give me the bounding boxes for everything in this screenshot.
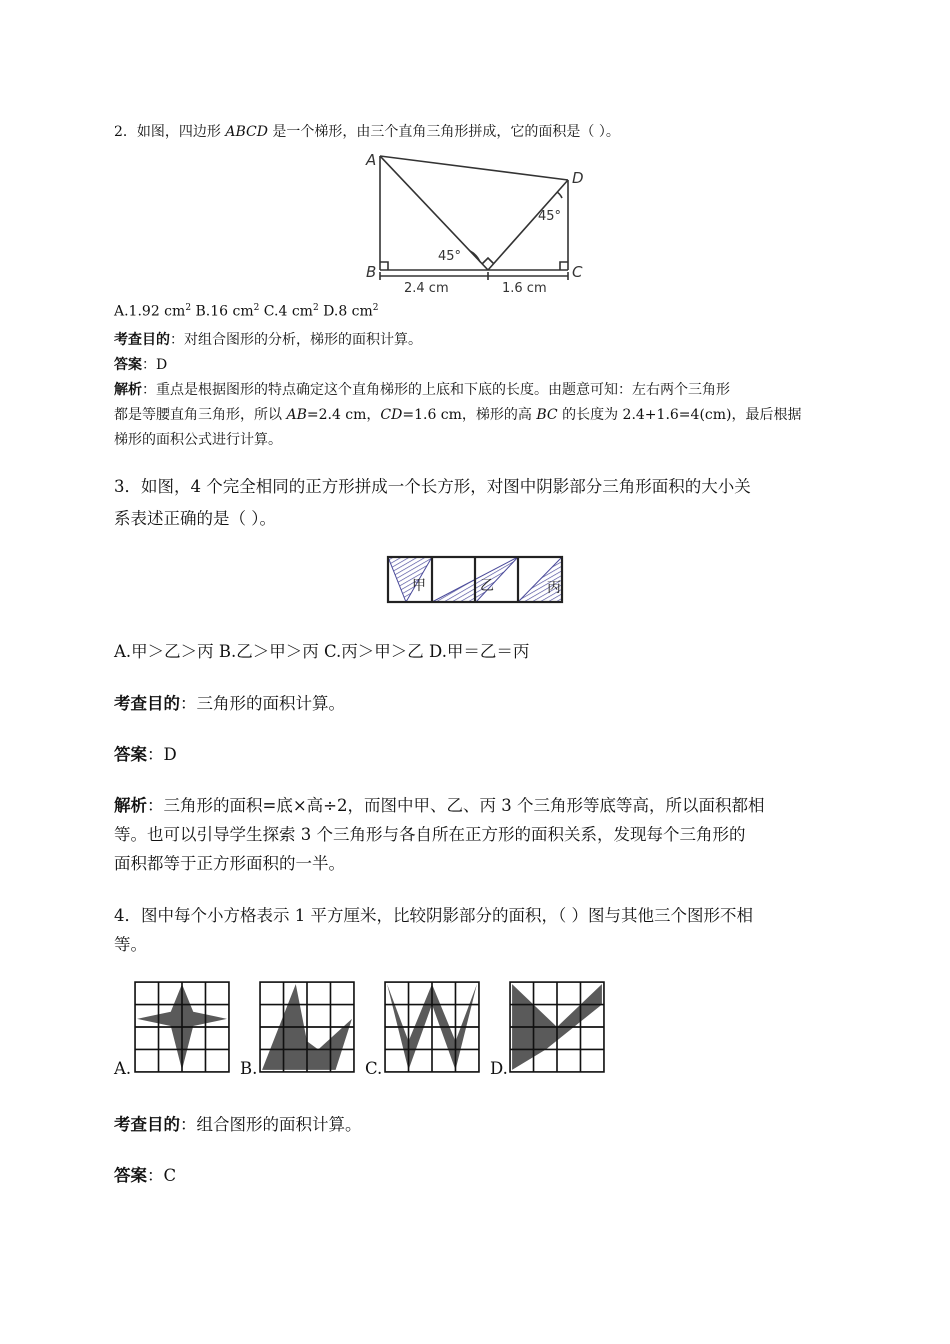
q3-options: A.甲＞乙＞丙 B.乙＞甲＞丙 C.丙＞甲＞乙 D.甲＝乙＝丙 [114,642,530,661]
q3-stem-line1: 3．如图，4 个完全相同的正方形拼成一个长方形，对图中阴影部分三角形面积的大小关 [114,477,751,496]
length-label-pc: 1.6 cm [502,281,547,296]
grid-figure-a [133,980,231,1074]
squares-figure [384,553,568,607]
q4-answer: 答案：C [114,1166,177,1185]
trapezoid-figure [360,148,600,298]
q2-options: A.1.92 $cm^2$ B.16 $cm^2$ C.4 $cm^2$ D.8 $cm^2$ [114,303,379,320]
angle-45-right: 45° [538,209,562,224]
abcd-label: ABCD [225,124,268,140]
q3-stem-line2: 系表述正确的是（ ）。 [114,509,276,528]
q3-analysis-line1: 解析：三角形的面积=底×高÷2，而图中甲、乙、丙 3 个三角形等底等高，所以面积都相 [114,796,765,815]
q3-answer: 答案：D [114,745,177,764]
point-a-label: A [366,151,377,169]
q3-analysis-line3: 面积都等于正方形面积的一半。 [114,854,345,873]
length-label-bp: 2.4 cm [404,281,449,296]
angle-45-left: 45° [438,249,462,264]
q2-analysis-line1: 解析：重点是根据图形的特点确定这个直角梯形的上底和下底的长度。由题意可知：左右两个三角形 [114,382,730,398]
grid-figure-c [383,980,481,1074]
q2-purpose: 考查目的：对组合图形的分析，梯形的面积计算。 [114,332,422,348]
q4-label-c: C. [365,1059,383,1078]
q2-answer: 答案：D [114,357,168,373]
q3-analysis-line2: 等。也可以引导学生探索 3 个三角形与各自所在正方形的面积关系，发现每个三角形的 [114,825,746,844]
q2-analysis-line3: 梯形的面积公式进行计算。 [114,432,282,448]
q2-stem: 2．如图，四边形 ABCD 是一个梯形，由三个直角三角形拼成，它的面积是（ ）。 [114,124,620,140]
q2-analysis-line2: 都是等腰直角三角形，所以 AB=2.4 cm，CD=1.6 cm，梯形的高 BC 的长度为 2.4+1.6=4(cm)，最后根据 [114,407,802,423]
q4-purpose: 考查目的：组合图形的面积计算。 [114,1115,362,1134]
jia-label: 甲 [412,578,426,594]
point-c-label: C [572,263,583,281]
q4-stem-line2: 等。 [114,935,147,954]
q3-purpose: 考查目的：三角形的面积计算。 [114,694,345,713]
grid-figure-b [258,980,356,1074]
q4-label-d: D. [490,1059,508,1078]
q4-label-a: A. [114,1059,132,1078]
point-d-label: D [572,169,584,187]
yi-label: 乙 [480,578,494,594]
q4-stem-line1: 4．图中每个小方格表示 1 平方厘米，比较阴影部分的面积，（ ）图与其他三个图形不相 [114,906,753,925]
bing-label: 丙 [547,580,561,596]
grid-figure-d [508,980,606,1074]
point-b-label: B [366,263,377,281]
q4-label-b: B. [240,1059,258,1078]
